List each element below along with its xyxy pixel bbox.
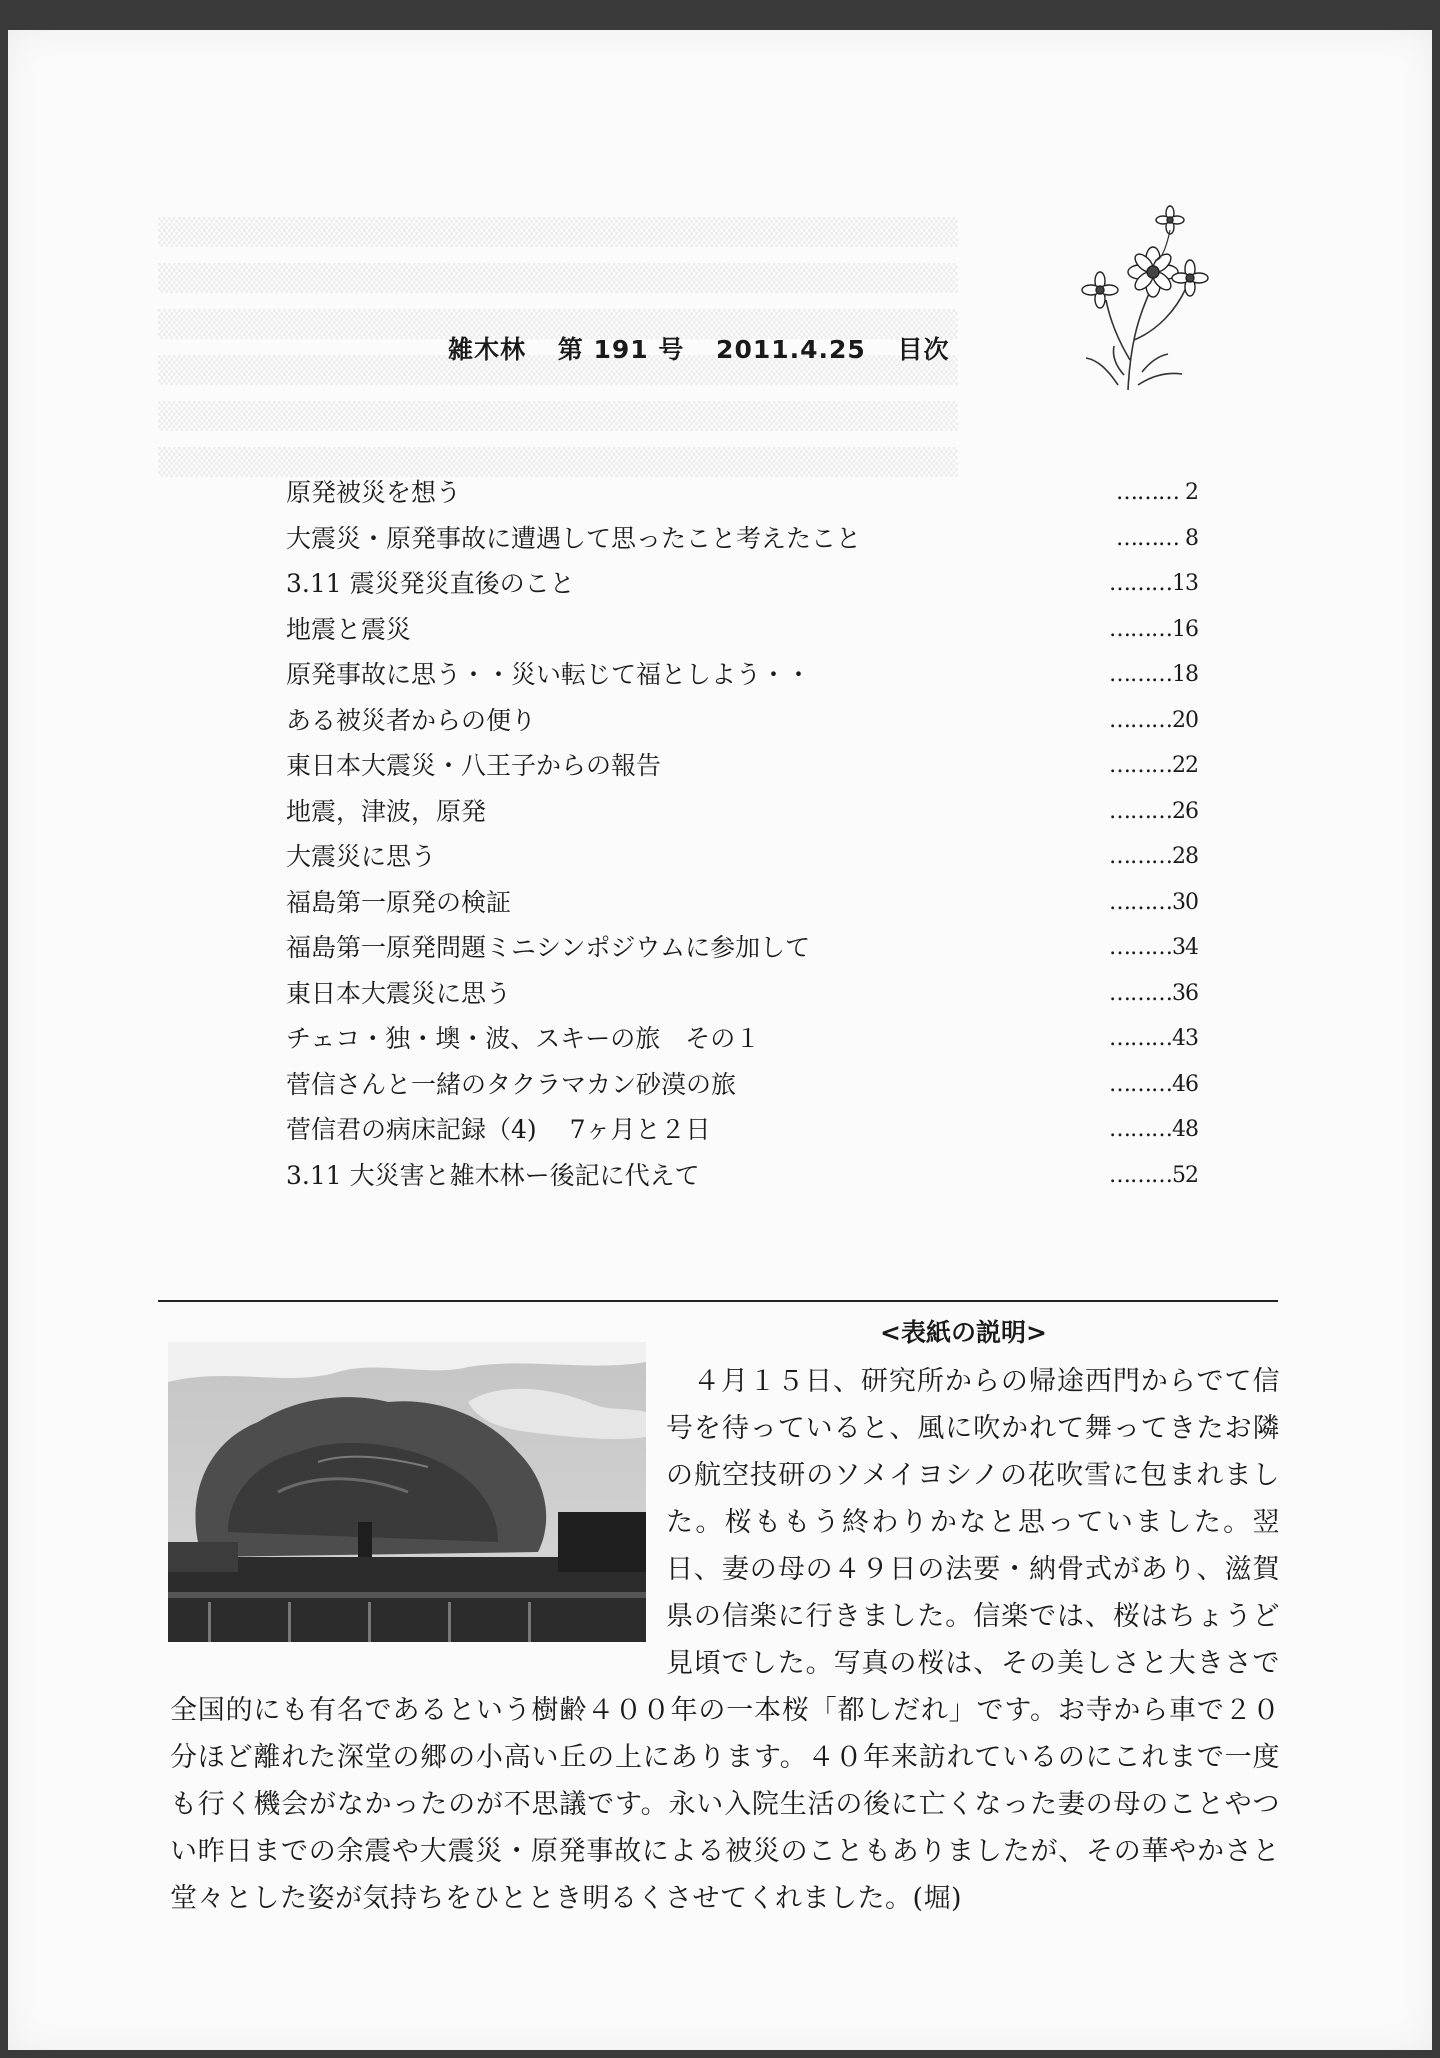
toc-entry[interactable] — [286, 1062, 1198, 1108]
toc-entry-title: 菅信君の病床記録（4) 7ヶ月と２日 — [286, 1115, 711, 1144]
toc-entry-title: 3.11 大災害と雑木林ー後記に代えて — [286, 1160, 700, 1190]
toc-entry-page: ……… 8 — [1116, 525, 1198, 551]
toc-entry-page: ………22 — [1109, 753, 1198, 778]
toc-entry-title: 菅信さんと一緒のタクラマカン砂漠の旅 — [286, 1069, 737, 1099]
toc-entry[interactable] — [286, 607, 1198, 653]
toc-entry-title: 地震，津波，原発 — [286, 796, 487, 826]
toc-entry-page: ………30 — [1109, 889, 1198, 915]
toc-entry-title: 大震災に思う — [286, 842, 437, 871]
section-divider — [158, 1300, 1278, 1302]
toc-entry[interactable] — [286, 743, 1198, 789]
toc-entry-title: 地震と震災 — [286, 614, 412, 644]
toc-entry[interactable] — [286, 971, 1198, 1017]
toc-entry[interactable] — [286, 652, 1198, 698]
toc-entry-title: 原発被災を想う — [286, 478, 462, 507]
cover-description — [170, 1358, 1280, 1918]
toc-entry-page: ………52 — [1109, 1162, 1198, 1188]
toc-label: 目次 — [897, 335, 950, 364]
toc-entry-page: ………36 — [1109, 980, 1198, 1006]
toc-entry-page: ………28 — [1109, 844, 1198, 869]
toc-entry-page: ………43 — [1109, 1026, 1198, 1051]
toc-entry-title: 福島第一原発の検証 — [286, 887, 512, 917]
page-sheet — [8, 30, 1432, 2050]
toc-entry-page: ……… 2 — [1116, 480, 1198, 505]
toc-entry-page: ………13 — [1109, 571, 1198, 596]
toc-entry-title: 原発事故に思う・・災い転じて福としよう・・ — [286, 660, 812, 689]
toc-entry[interactable] — [286, 789, 1198, 835]
cosmos-flower-illustration — [1058, 190, 1218, 400]
toc-entry[interactable] — [286, 698, 1198, 744]
toc-entry-title: 東日本大震災に思う — [286, 978, 512, 1008]
toc-entry[interactable] — [286, 925, 1198, 971]
toc-entry-title: チェコ・独・墺・波、スキーの旅 その１ — [286, 1024, 761, 1053]
toc-entry[interactable] — [286, 1016, 1198, 1062]
table-of-contents — [286, 470, 1198, 1198]
toc-entry[interactable] — [286, 516, 1198, 562]
issue-date: 2011.4.25 — [716, 335, 866, 364]
toc-entry-page: ………26 — [1109, 798, 1198, 824]
toc-entry[interactable] — [286, 1107, 1198, 1153]
toc-entry-page: ………18 — [1109, 662, 1198, 687]
toc-entry-title: ある被災者からの便り — [286, 705, 537, 735]
publication-name: 雑木林 — [448, 335, 527, 364]
issue-number: 第 191 号 — [557, 335, 685, 364]
toc-entry-page: ………48 — [1109, 1117, 1198, 1142]
toc-entry-title: 東日本大震災・八王子からの報告 — [286, 751, 662, 780]
toc-entry[interactable] — [286, 470, 1198, 516]
cover-description-text: ４月１５日、研究所からの帰途西門からでて信号を待っていると、風に吹かれて舞ってきたお隣の航空技研のソメイヨシノの花吹雪に包まれました。桜ももう終わりかなと思っていました。翌日、妻の母の４９日の法要・納骨式があり、滋賀県の信楽に行きました。信楽では、桜はちょうど見頃でした。写真の桜は、その美しさと大きさで全国的にも有名であるという樹齢４００年の一本桜「都しだれ」です。お寺から車で２０分ほど離れた深堂の郷の小高い丘の上にあります。４０年来訪れているのにこれまで一度も行く機会がなかったのが不思議です。永い入院生活の後に亡くなった妻の母のことやつい昨日までの余震や大震災・原発事故による被災のこともありましたが、その華やかさと堂々とした姿が気持ちをひととき明るくさせてくれました。(堀) — [170, 1366, 1280, 1914]
cover-description-heading: <表紙の説明> — [880, 1318, 1047, 1347]
toc-entry[interactable] — [286, 1153, 1198, 1199]
toc-entry-title: 大震災・原発事故に遭遇して思ったこと考えたこと — [286, 523, 862, 553]
toc-entry-title: 福島第一原発問題ミニシンポジウムに参加して — [286, 933, 811, 962]
bleed-through-texture: ▒▒▒▒▒▒▒▒▒▒▒▒▒▒▒▒▒▒▒▒▒▒▒▒▒▒▒▒▒▒▒▒▒▒▒▒▒▒▒▒ ▒▒▒▒▒▒▒▒▒▒▒▒▒▒▒▒▒▒▒▒▒▒▒▒▒▒▒▒▒▒▒▒▒▒▒▒▒▒▒▒ ▒▒▒▒▒▒▒▒▒▒▒▒▒▒▒▒▒▒▒▒▒▒▒▒▒▒▒▒▒▒▒▒▒▒▒▒▒▒▒▒ ▒▒▒▒▒▒▒▒▒▒▒▒▒▒▒▒▒▒▒▒▒▒▒▒▒▒▒▒▒▒▒▒▒▒▒▒▒▒▒▒ ▒▒▒▒▒▒▒▒▒▒▒▒▒▒▒▒▒▒▒▒▒▒▒▒▒▒▒▒▒▒▒▒▒▒▒▒▒▒▒▒ ▒▒▒▒▒▒▒▒▒▒▒▒▒▒▒▒▒▒▒▒▒▒▒▒▒▒▒▒▒▒▒▒▒▒▒▒▒▒▒▒ — [158, 218, 958, 478]
toc-entry-title: 3.11 震災発災直後のこと — [286, 569, 575, 598]
toc-entry-page: ………20 — [1109, 707, 1198, 733]
photo-spacer — [170, 1358, 666, 1651]
toc-entry[interactable] — [286, 880, 1198, 926]
toc-entry-page: ………34 — [1109, 935, 1198, 960]
toc-entry-page: ………16 — [1109, 616, 1198, 642]
toc-entry[interactable] — [286, 834, 1198, 880]
toc-entry[interactable] — [286, 561, 1198, 607]
issue-header — [448, 330, 972, 366]
toc-entry-page: ………46 — [1109, 1071, 1198, 1097]
